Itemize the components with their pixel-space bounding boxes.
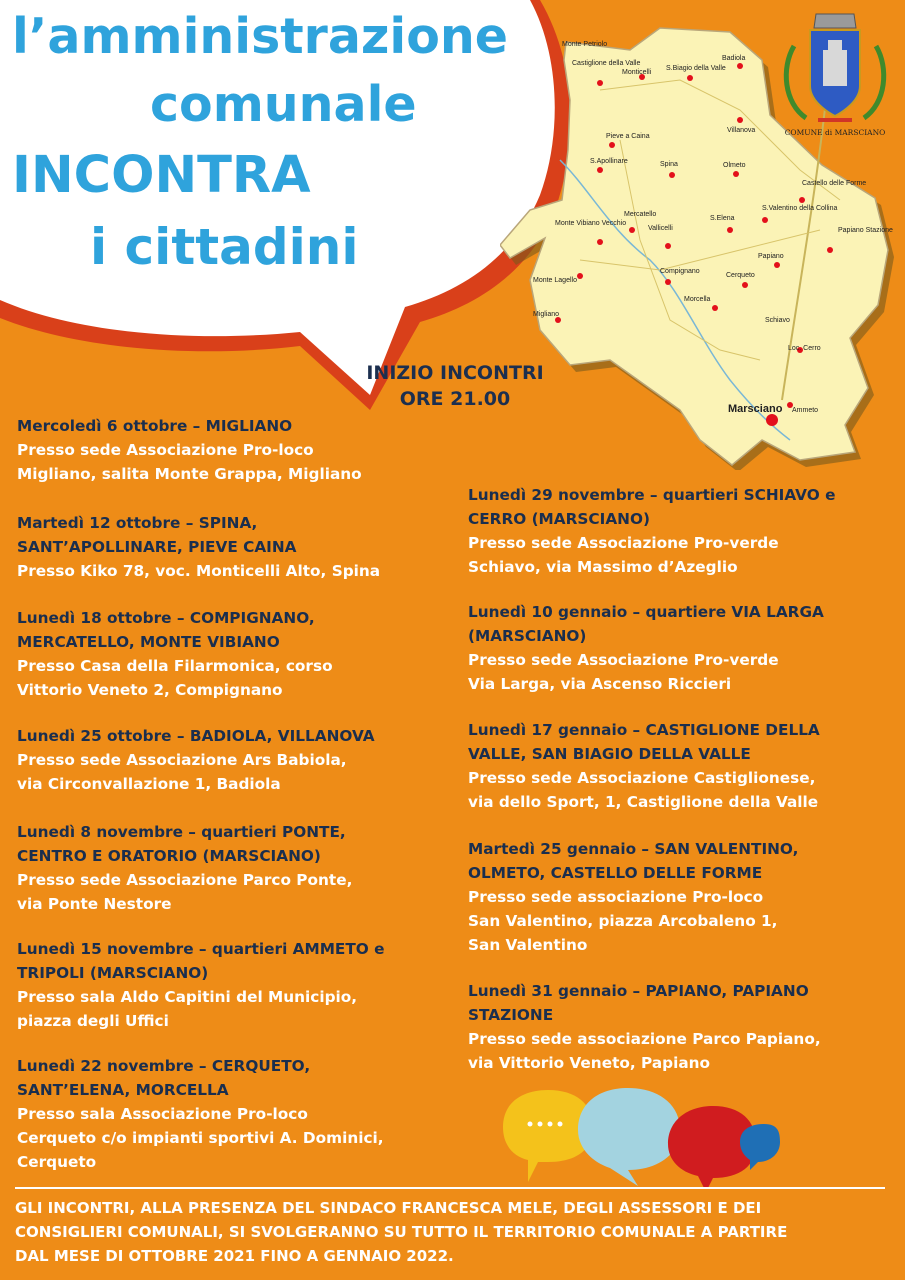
event-item: Lunedì 22 novembre – CERQUETO, SANT’ELENA, MORCELLA Presso sala Associazione Pro-loco Cerqueto c/o impianti sportivi A. Dominici, Cerqueto — [17, 1057, 384, 1171]
svg-text:Schiavo: Schiavo — [765, 317, 790, 324]
event-item: Lunedì 29 novembre – quartieri SCHIAVO e CERRO (MARSCIANO) Presso sede Associazione Pro-verde Schiavo, via Massimo d’Azeglio — [468, 486, 836, 576]
event-item: Lunedì 15 novembre – quartieri AMMETO e TRIPOLI (MARSCIANO) Presso sala Aldo Capitini del Municipio, piazza degli Uffici — [17, 940, 385, 1030]
svg-text:Migliano: Migliano — [533, 311, 560, 318]
svg-text:Loc. Cerro: Loc. Cerro — [788, 345, 821, 352]
svg-text:Badiola: Badiola — [722, 55, 746, 62]
event-item: Lunedì 18 ottobre – COMPIGNANO, MERCATELLO, MONTE VIBIANO Presso Casa della Filarmonica, corso Vittorio Veneto 2, Compignano — [17, 609, 333, 699]
svg-text:Pieve a Caina: Pieve a Caina — [606, 133, 650, 140]
event-item: Lunedì 25 ottobre – BADIOLA, VILLANOVA Presso sede Associazione Ars Babiola, via Circonvallazione 1, Badiola — [17, 727, 375, 793]
start-time-notice — [335, 360, 575, 412]
svg-text:Morcella: Morcella — [684, 296, 711, 303]
svg-text:Spina: Spina — [660, 161, 678, 168]
svg-text:S.Valentino della Collina: S.Valentino della Collina — [762, 205, 838, 212]
event-item: Lunedì 17 gennaio – CASTIGLIONE DELLA VALLE, SAN BIAGIO DELLA VALLE Presso sede Associazione Castiglionese, via dello Sport, 1, Castiglione della Valle — [468, 721, 820, 811]
event-item: Martedì 25 gennaio – SAN VALENTINO, OLMETO, CASTELLO DELLE FORME Presso sede associazione Pro-loco San Valentino, piazza Arcobaleno 1, San Valentino — [468, 840, 799, 954]
event-item: Lunedì 31 gennaio – PAPIANO, PAPIANO STAZIONE Presso sede associazione Parco Papiano, via Vittorio Veneto, Papiano — [468, 982, 821, 1072]
svg-text:Ammeto: Ammeto — [792, 407, 819, 414]
svg-text:Olmeto: Olmeto — [723, 162, 746, 169]
chat-bubbles-icon — [498, 1082, 780, 1187]
svg-text:Castello delle Forme: Castello delle Forme — [802, 180, 867, 187]
svg-text:Cerqueto: Cerqueto — [726, 272, 755, 279]
municipal-crest-icon — [776, 8, 894, 143]
svg-text:S.Biagio della Valle: S.Biagio della Valle — [666, 65, 726, 72]
svg-text:Monticelli: Monticelli — [622, 69, 652, 76]
svg-text:Monte Petriolo: Monte Petriolo — [562, 41, 608, 48]
event-item: Martedì 12 ottobre – SPINA, SANT’APOLLINARE, PIEVE CAINA Presso Kiko 78, voc. Monticelli Alto, Spina — [17, 514, 381, 580]
event-item: Lunedì 8 novembre – quartieri PONTE, CENTRO E ORATORIO (MARSCIANO) Presso sede Associazione Parco Ponte, via Ponte Nestore — [17, 823, 353, 913]
title-line-3: INCONTRA — [12, 146, 311, 205]
svg-text:Castiglione della Valle: Castiglione della Valle — [572, 60, 641, 67]
svg-text:Monte Vibiano Vecchio: Monte Vibiano Vecchio — [555, 220, 627, 227]
svg-text:Compignano: Compignano — [660, 268, 700, 275]
svg-text:Vallicelli: Vallicelli — [648, 225, 673, 232]
event-item: Lunedì 10 gennaio – quartiere VIA LARGA (MARSCIANO) Presso sede Associazione Pro-verde Via Larga, via Ascenso Riccieri — [468, 603, 824, 693]
title-line-4: i cittadini — [90, 218, 359, 276]
event-item: Mercoledì 6 ottobre – MIGLIANO Presso sede Associazione Pro-loco Migliano, salita Monte Grappa, Migliano — [17, 417, 362, 483]
svg-text:Villanova: Villanova — [727, 127, 756, 134]
svg-text:Monte Lagello: Monte Lagello — [533, 277, 577, 284]
start-line-1: INIZIO INCONTRI — [366, 362, 544, 384]
svg-text:S.Apollinare: S.Apollinare — [590, 158, 628, 165]
svg-text:Mercatello: Mercatello — [624, 211, 657, 218]
svg-text:Papiano Stazione: Papiano Stazione — [838, 227, 893, 234]
svg-text:Marsciano: Marsciano — [728, 403, 783, 415]
start-line-2: ORE 21.00 — [399, 388, 511, 410]
title-line-1: l’amministrazione — [12, 8, 508, 65]
title-line-2: comunale — [150, 76, 417, 133]
footer-divider — [15, 1187, 885, 1189]
footer-note: GLI INCONTRI, ALLA PRESENZA DEL SINDACO FRANCESCA MELE, DEGLI ASSESSORI E DEI CONSIGLIERI COMUNALI, SI SVOLGERANNO SU TUTTO IL TERRITORIO COMUNALE A PARTIRE DAL MESE DI OTTOBRE 2021 FINO A GENNAIO 2022. — [15, 1199, 788, 1265]
crest-label: COMUNE di MARSCIANO — [784, 128, 886, 137]
svg-text:S.Elena: S.Elena — [710, 215, 735, 222]
svg-text:Papiano: Papiano — [758, 253, 784, 260]
